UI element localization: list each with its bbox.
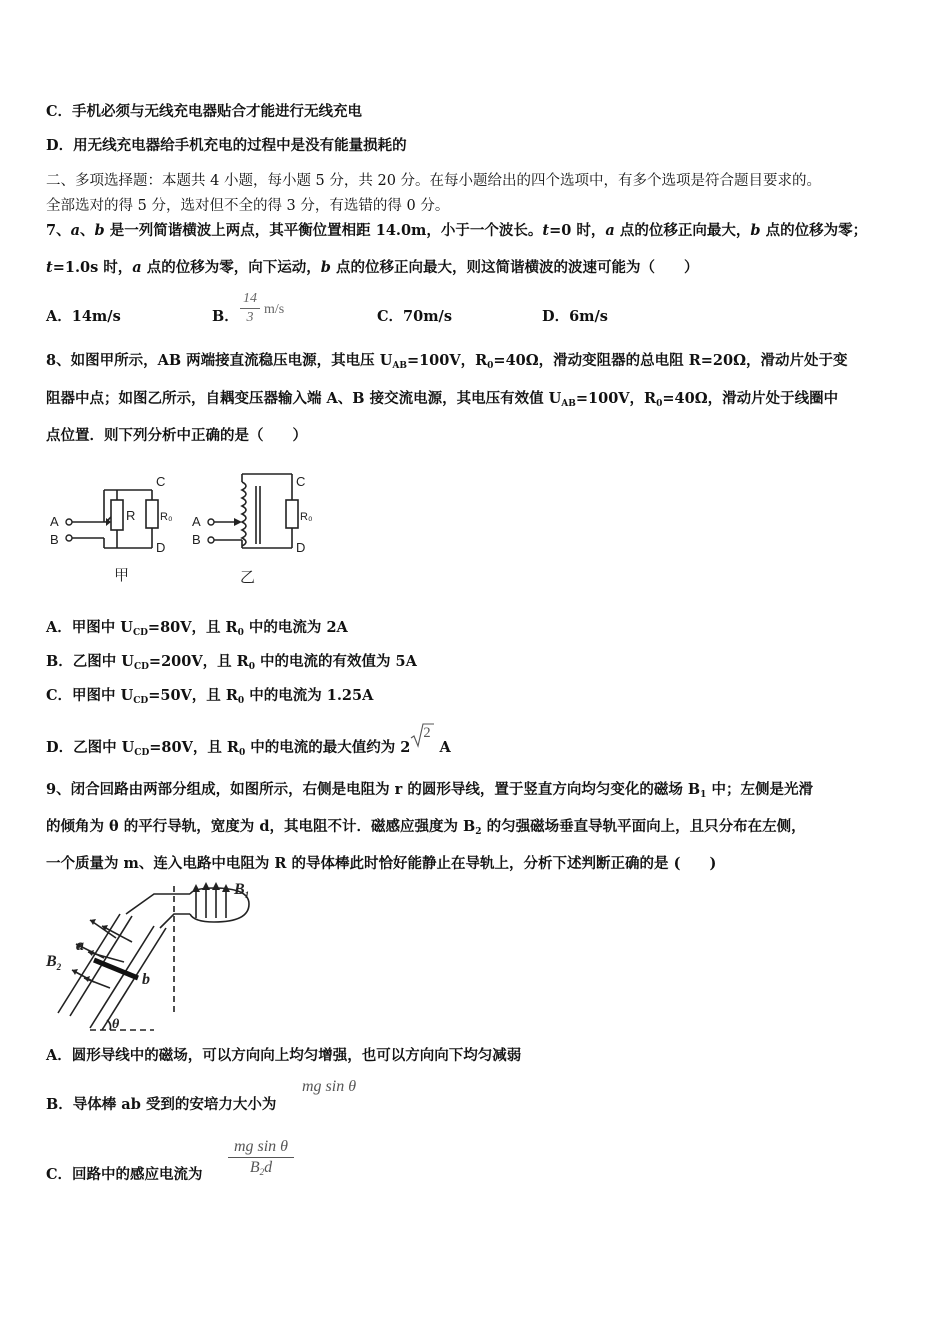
jia-label-r0: R₀ [160,511,173,523]
yi-label-a: A [192,514,201,529]
q7-option-b-unit: m/s [264,302,285,317]
q8-stem-line1: 8、如图甲所示，AB 两端接直流稳压电源，其电压 $U_{AB}=100V$，$R_0=40\Omega$，滑动变阻器的总电阻 R=20Ω，滑动片处于变 [46,352,848,371]
q9-option-b[interactable]: B．导体棒 ab 受到的安培力大小为 [46,1096,277,1113]
q9-option-b-formula: mg sin θ [302,1078,357,1095]
sqrt-symbol: 2 [410,732,434,752]
jia-label-c: C [156,474,166,489]
yi-caption: 乙 [240,569,256,586]
yi-label-b: B [192,532,201,547]
q8-option-d[interactable]: D．乙图中 $U_{CD}=80V$，且 $R_0$ 中的电流的最大值约为 2 2 A [46,725,451,758]
q8-stem-line3: 点位置．则下列分析中正确的是（ ） [46,427,307,444]
section-header-line2: 全部选对的得 5 分，选对但不全的得 3 分，有选错的得 0 分。 [46,198,450,214]
q8-option-a[interactable]: A．甲图中 $U_{CD}=80V$，且 $R_0$ 中的电流为 2A [46,619,348,638]
q9-rail-figure [44,878,274,1036]
jia-label-a: A [50,514,59,529]
prev-option-c: C．手机必须与无线充电器贴合才能进行无线充电 [46,103,363,120]
q9-stem-line3: 一个质量为 m、连入电路中电阻为 R 的导体棒此时恰好能静止在导轨上，分析下述判断正确的是 ( ) [46,855,717,872]
q7-option-a[interactable]: A．14m/s [46,308,121,325]
q9-stem-line2: 的倾角为 θ 的平行导轨，宽度为 d，其电阻不计．磁感应强度为 $B_2$ 的匀强磁场垂直导轨平面向上，且只分布在左侧， [46,818,806,837]
q7-stem-line1: 7、a、b 是一列简谐横波上两点，其平衡位置相距 14.0m，小于一个波长。t=0 时，a 点的位移正向最大，b 点的位移为零； [46,222,868,239]
q8-circuit-figure [44,460,334,590]
q7-stem-line2: t=1.0s 时，a 点的位移为零，向下运动，b 点的位移正向最大，则这简谐横波的波速可能为（ ） [46,259,699,276]
section-header-line1: 二、多项选择题：本题共 4 小题，每小题 5 分，共 20 分。在每小题给出的四个选项中，有多个选项是符合题目要求的。 [46,173,822,189]
fig-b1-label: $B_1$ [234,881,250,900]
jia-label-r: R [126,508,136,523]
jia-label-b: B [50,532,59,547]
fig-theta-label: θ [112,1017,120,1032]
q7-option-b-fraction: 14 3 [240,291,260,326]
q7-option-d[interactable]: D．6m/s [542,308,608,325]
q9-stem-line1: 9、闭合回路由两部分组成，如图所示，右侧是电阻为 r 的圆形导线，置于竖直方向均匀变化的磁场 $B_1$ 中；左侧是光滑 [46,781,813,800]
q9-option-a[interactable]: A．圆形导线中的磁场，可以方向向上均匀增强，也可以方向向下均匀减弱 [46,1047,522,1064]
prev-option-d: D．用无线充电器给手机充电的过程中是没有能量损耗的 [46,137,407,154]
fig-a-label: a [76,937,84,954]
yi-label-c: C [296,474,306,489]
fig-b2-label: $B_2$ [46,953,62,972]
q9-option-c-fraction: mg sin θ $B_2d$ [228,1138,294,1177]
jia-label-d: D [156,540,166,555]
fig-b-label: b [142,971,150,988]
q7-option-b[interactable]: B． [212,308,239,325]
yi-label-r0: R₀ [300,511,313,523]
q8-option-c[interactable]: C．甲图中 $U_{CD}=50V$，且 $R_0$ 中的电流为 1.25A [46,687,374,706]
q8-option-b[interactable]: B．乙图中 $U_{CD}=200V$，且 $R_0$ 中的电流的有效值为 5A [46,653,417,672]
jia-caption: 甲 [114,567,130,584]
q9-option-c[interactable]: C．回路中的感应电流为 [46,1166,203,1183]
q8-stem-line2: 阻器中点；如图乙所示，自耦变压器输入端 A、B 接交流电源，其电压有效值 $U_{AB}=100V$，$R_0=40\Omega$，滑动片处于线圈中 [46,390,839,409]
yi-label-d: D [296,540,306,555]
q7-option-c[interactable]: C．70m/s [377,308,453,325]
